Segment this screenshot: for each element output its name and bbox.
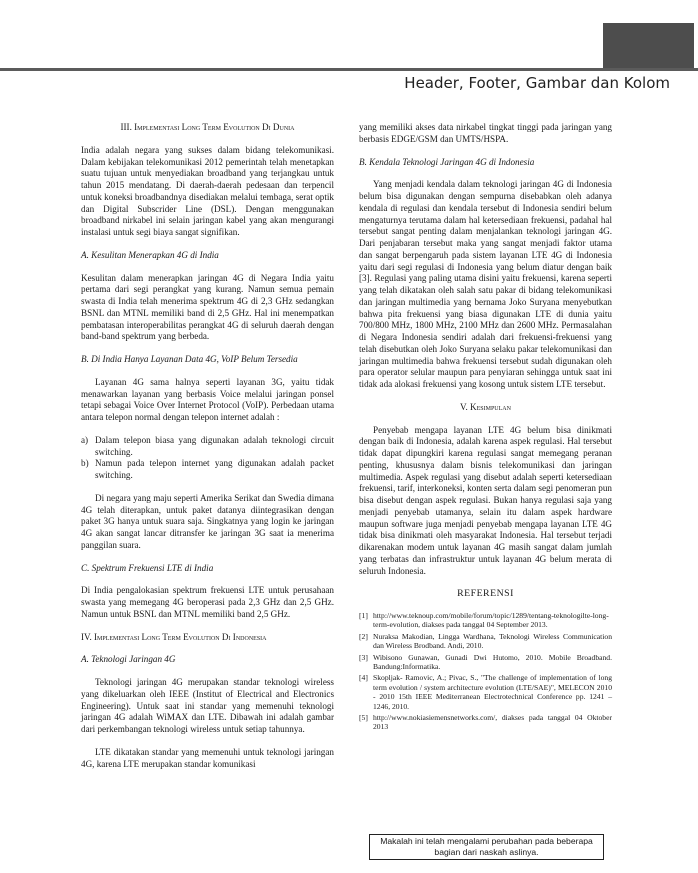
list-item: [81, 458, 334, 482]
header-rule: [0, 68, 698, 71]
reference-item: [359, 673, 612, 711]
section-5-heading: V. Kesimpulan: [460, 401, 511, 412]
revision-note-box: Makalah ini telah mengalami perubahan pada beberapa bagian dari naskah aslinya.: [369, 834, 604, 860]
reference-item: [359, 713, 612, 732]
list-item-text: Namun pada telepon internet yang digunakan adalah packet switching.: [95, 458, 334, 480]
section-4a-paragraph: Teknologi jaringan 4G merupakan standar teknologi wireless yang dikeluarkan oleh IEEE (Institut of Electrical and Electronics Engineering). Untuk saat ini standar yang memenuhi teknologi jaringan 4G adalah WiMAX dan LTE. Dibawah ini adalah gambar dari perkembangan teknologi wireless untuk setiap tahunnya.: [81, 677, 334, 734]
left-column: [81, 122, 334, 781]
subsection-b-paragraph: Layanan 4G sama halnya seperti layanan 3G, yaitu tidak menawarkan layanan yang berbasis Voice melalui jaringan ponsel tetapi sebagai Voice Over Internet Protocol (VoIP). Perbedaan utama antara telepon normal dengan telepon internet adalah :: [81, 376, 334, 422]
subsection-c-heading: C. Spektrum Frekuensi LTE di India: [81, 562, 214, 573]
subsection-b-heading: B. Di India Hanya Layanan Data 4G, VoIP Belum Tersedia: [81, 354, 298, 364]
section-4a-heading: A. Teknologi Jaringan 4G: [81, 654, 176, 665]
reference-number: [4]: [359, 673, 368, 683]
references-list: [359, 611, 612, 732]
continued-paragraph: yang memiliki akses data nirkabel tingkat tinggi pada jaringan yang berbasis EDGE/GSM dan UMTS/HSPA.: [359, 122, 612, 144]
reference-number: [5]: [359, 713, 368, 723]
right-column: [359, 122, 612, 734]
reference-text: Skopljak- Ramovic, A.; Pivac, S., "The challenge of implementation of long term evolution / system architecture evolution (LTE/SAE)", MELECON 2010 - 2010 15th IEEE Mediterranean Electrotechnical Conference pp. 1241 – 1246, 2010.: [373, 673, 612, 711]
page-header-title: Header, Footer, Gambar dan Kolom: [404, 74, 670, 92]
list-item: [81, 435, 334, 459]
subsection-a-heading: A. Kesulitan Menerapkan 4G di India: [81, 249, 219, 260]
section-4-heading: IV. Implementasi Long Term Evolution Di Indonesia: [81, 631, 267, 642]
subsection-b-list: [81, 435, 334, 482]
reference-number: [1]: [359, 611, 368, 620]
reference-item: [359, 611, 612, 630]
list-item-label: b): [81, 458, 89, 469]
subsection-a-paragraph: Kesulitan dalam menerapkan jaringan 4G di Negara India yaitu pertama dari segi perangkat yang kurang. Namun semua pemain swasta di India telah menerima spektrum 4G di 2,3 GHz sedangkan BSNL dan MTNL memiliki band di 2,5 GHz. Hal ini menempatkan pembatasan interoperabilitas perangkat 4G di seluruh daerah dengan band-band spektrum yang berbeda.: [81, 272, 334, 342]
subsection-b-paragraph-2: Di negara yang maju seperti Amerika Serikat dan Swedia dimana 4G telah diterapkan, untuk paket datanya diintegrasikan dengan paket 3G hanya untuk suara saja. Singkatnya yang login ke jaringan 4G akan sangat lancar ditransfer ke jaringan 3G saat ia menerima panggilan suara.: [81, 492, 334, 550]
section-3-paragraph: India adalah negara yang sukses dalam bidang telekomunikasi. Dalam kebijakan telekomunikasi 2012 pemerintah telah menetapkan suatu tujuan untuk menyediakan broadband yang terjangkau untuk tahun 2015 mendatang. Di daerah-daerah pedesaan dan terpencil untuk koneksi broadbandnya disediakan melalui tembaga, serat optik dan Digital Subscrider Line (DSL). Dengan menggunakan broadband nirkabel ini selain jaringan kabel yang akan mengurangi instalasi untuk segi biaya sangat signifikan.: [81, 144, 334, 237]
reference-text: http://www.nokiasiemensnetworks.com/, diakses pada tanggal 04 Oktober 2013: [373, 713, 612, 732]
section-4b-heading: B. Kendala Teknologi Jaringan 4G di Indonesia: [359, 156, 535, 167]
reference-number: [3]: [359, 652, 368, 662]
reference-item: [359, 653, 612, 672]
reference-text: Nuraksa Makodian, Lingga Wardhana, Teknologi Wireless Communication dan Wireless Brodband. Andi, 2010.: [373, 631, 612, 651]
reference-text: http://www.teknoup.com/mobile/forum/topic/1289/tentang-teknologilte-long-term-evolution, diakses pada tanggal 04 September 2013.: [373, 611, 609, 630]
section-5-paragraph: Penyebab mengapa layanan LTE 4G belum bisa dinikmati dengan baik di Indonesia, adalah karena aspek regulasi. Hal tersebut tidak dapat dipungkiri karena regulasi sangat memegang peranan penting, khususnya dalam bisnis telekomunikasi dan jaringan multimedia. Aspek regulasi yang disebut adalah seperti ketersediaan frekuensi, tarif, interkoneksi, konten serta dalam segi penomeran pun bisa disebut dengan aspek regulasi. Bukan hanya regulasi saja yang menjadi penyebab utamanya, selain itu dalam aspek hardware maupun software juga menjadi penyebab mengapa layanan LTE 4G tidak bisa dinikmati oleh masyarakat Indonesia. Hal tersebut terjadi dikarenakan modem untuk layanan 4G masih sangat dalam jumlah yang terbatas dan infrastruktur untuk layanan 4G belum merata di seluruh Indonesia.: [359, 424, 612, 576]
reference-item: [359, 632, 612, 651]
list-item-label: a): [81, 434, 89, 445]
list-item-text: Dalam telepon biasa yang digunakan adalah teknologi circuit switching.: [95, 434, 334, 457]
section-4b-paragraph: Yang menjadi kendala dalam teknologi jaringan 4G di Indonesia belum bisa digunakan dengan sempurna disebabkan oleh adanya kendala di regulasi dan kendala tersebut di Indonesia sendiri belum mengaturnya terutama dalam hal ketersediaan frekuensi, padahal hal tersebut sangat penting dalam menjalankan teknologi jaringan 4G. Dari penjabaran tersebut maka yang sangat menjadi faktor utama dan sangat berpengaruh pada sistem layanan LTE 4G di Indonesia yaitu dari segi regulasi di Indonesia yang belum diatur dengan baik [3]. Regulasi yang paling utama disini yaitu frekuensi, karena seperti yang telah dikatakan oleh salah satu pakar di bidang telekomunikasi dan jaringan multimedia yang bernama Joko Suryana menyebutkan bahwa pita frekuensi yang biasa digunakan LTE di dunia yaitu 700/800 MHz, 1800 MHz, 2100 MHz dan 2600 MHz. Permasalahan di Negara Indonesia sendiri adalah dari frekuensi-frekuensi yang telah disebutkan oleh Joko Suryana selaku pakar telekomunikasi dan jaringan multimedia bahwa frekuensi tersebut sudah digunakan oleh para operator selular maupun para penyiaran sehingga untuk saat ini tidak ada alokasi frekuensi yang kosong untuk sistem LTE tersebut.: [359, 179, 612, 389]
references-heading: REFERENSI: [457, 588, 514, 600]
header-decoration-box: [603, 23, 694, 69]
section-3-heading: III. Implementasi Long Term Evolution Di Dunia: [120, 122, 295, 132]
section-4a-paragraph-2: LTE dikatakan standar yang memenuhi untuk teknologi jaringan 4G, karena LTE merupakan standar komunikasi: [81, 746, 334, 769]
reference-number: [2]: [359, 631, 368, 641]
reference-text: Wibisono Gunawan, Gunadi Dwi Hutomo, 2010. Mobile Broadband. Bandung:Informatika.: [373, 652, 612, 672]
subsection-c-paragraph: Di India pengalokasian spektrum frekuensi LTE untuk perusahaan swasta yang memegang 4G beroperasi pada 2,3 GHz dan 2,5 GHz. Namun untuk BSNL dan MTNL memiliki band 2,5 GHz.: [81, 585, 334, 619]
